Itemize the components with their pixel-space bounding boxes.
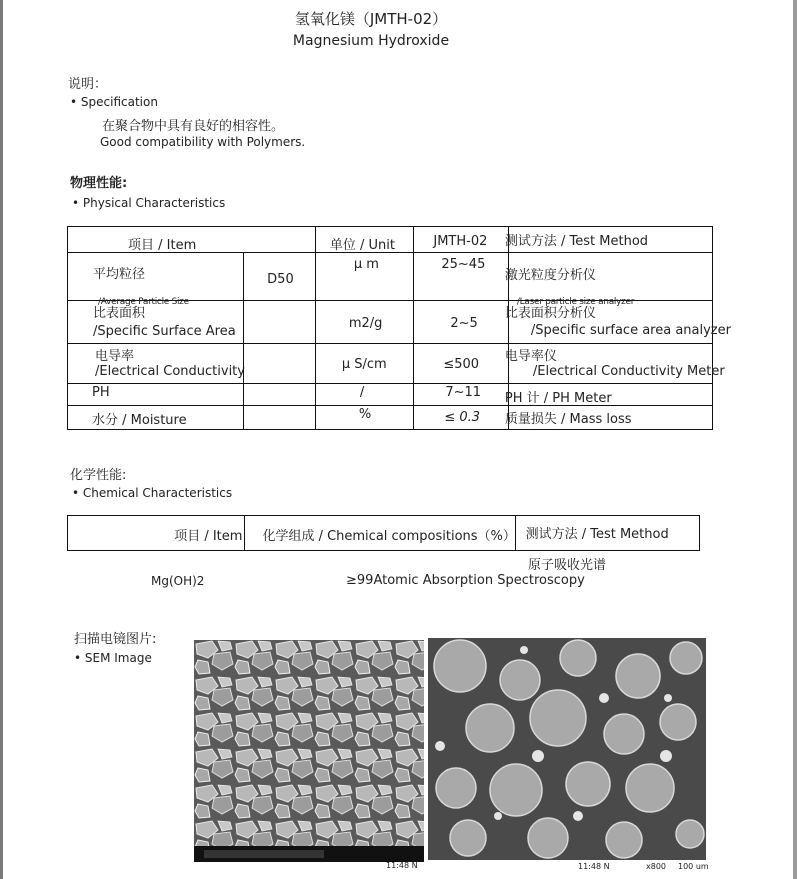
row-sub — [244, 406, 316, 430]
header-method: 测试方法 / Test Method — [515, 516, 699, 551]
table-row — [68, 384, 713, 406]
spec-bullet: • Specification — [70, 95, 158, 109]
right-edge — [793, 0, 797, 879]
chemical-method-cn: 原子吸收光谱 — [528, 558, 607, 573]
table-header-row — [68, 227, 713, 253]
row-method: 质量损失 / Mass loss — [508, 406, 712, 430]
row-method: PH 计 / PH Meter — [508, 384, 712, 406]
row-sub — [244, 384, 316, 406]
header-grade: JMTH-02 — [414, 227, 509, 253]
table-header-row — [68, 516, 700, 551]
spec-text-cn: 在聚合物中具有良好的相容性。 — [102, 119, 285, 134]
physical-table — [67, 226, 731, 430]
title-english: Magnesium Hydroxide — [292, 33, 450, 49]
header-item: 项目 / Item — [68, 516, 245, 551]
row-item: PH — [68, 384, 244, 406]
chemical-value: ≥99 — [346, 573, 374, 588]
header-method: 测试方法 / Test Method — [508, 227, 712, 253]
row-sub: D50 — [244, 253, 316, 301]
title-chinese: 氢氧化镁（JMTH-02） — [294, 10, 448, 28]
sem-bullet: • SEM Image — [74, 651, 152, 665]
row-method: 电导率仪 /Electrical Conductivity Meter — [508, 344, 712, 384]
chemical-table — [67, 515, 700, 551]
table-row — [68, 301, 713, 344]
chemical-value-method — [346, 573, 585, 588]
left-edge — [0, 0, 3, 879]
row-value: ≤500 — [414, 344, 509, 384]
row-unit: % — [315, 406, 414, 430]
chemical-heading: 化学性能: — [70, 468, 127, 483]
chemical-method-en: Atomic Absorption Spectroscopy — [373, 573, 585, 588]
row-unit: / — [315, 384, 414, 406]
row-value: ≤ 0.3 — [414, 406, 509, 430]
chemical-bullet: • Chemical Characteristics — [72, 486, 233, 500]
sem-right-caption-scale: 100 um — [678, 862, 709, 871]
physical-heading: 物理性能: — [70, 176, 128, 191]
header-item: 项目 / Item — [68, 227, 316, 253]
header-unit: 单位 / Unit — [315, 227, 414, 253]
header-composition: 化学组成 / Chemical compositions（%） — [245, 516, 515, 551]
sem-right-caption-time: 11:48 N — [578, 862, 610, 871]
row-unit: m2/g — [315, 301, 414, 344]
chemical-item: Mg(OH)2 — [151, 574, 205, 588]
row-value: 2~5 — [414, 301, 509, 344]
row-method: 比表面积分析仪 /Specific surface area analyzer — [508, 301, 712, 344]
spec-text-en: Good compatibility with Polymers. — [100, 135, 306, 149]
physical-bullet: • Physical Characteristics — [72, 196, 226, 210]
sem-heading: 扫描电镜图片: — [74, 632, 157, 647]
table-row — [68, 344, 713, 384]
row-item: 水分 / Moisture — [68, 406, 244, 430]
sem-image-platelets — [194, 640, 424, 862]
row-item: 比表面积 /Specific Surface Area — [68, 301, 244, 344]
sem-left-caption: 11:48 N — [386, 861, 418, 870]
row-unit: μ m — [315, 253, 414, 301]
row-method: 激光粒度分析仪 /Laser particle size analyzer — [508, 253, 712, 301]
row-unit: μ S/cm — [315, 344, 414, 384]
row-sub — [244, 301, 316, 344]
spec-heading: 说明： — [68, 77, 108, 92]
sem-image-spheres — [428, 638, 706, 860]
table-row — [68, 406, 713, 430]
row-item: 平均粒径 /Average Particle Size — [68, 253, 244, 301]
row-value: 25~45 — [414, 253, 509, 301]
table-row — [68, 253, 713, 301]
sem-right-caption-mag: x800 — [646, 862, 667, 871]
row-sub — [244, 344, 316, 384]
row-value: 7~11 — [414, 384, 509, 406]
row-item: 电导率 /Electrical Conductivity — [68, 344, 244, 384]
